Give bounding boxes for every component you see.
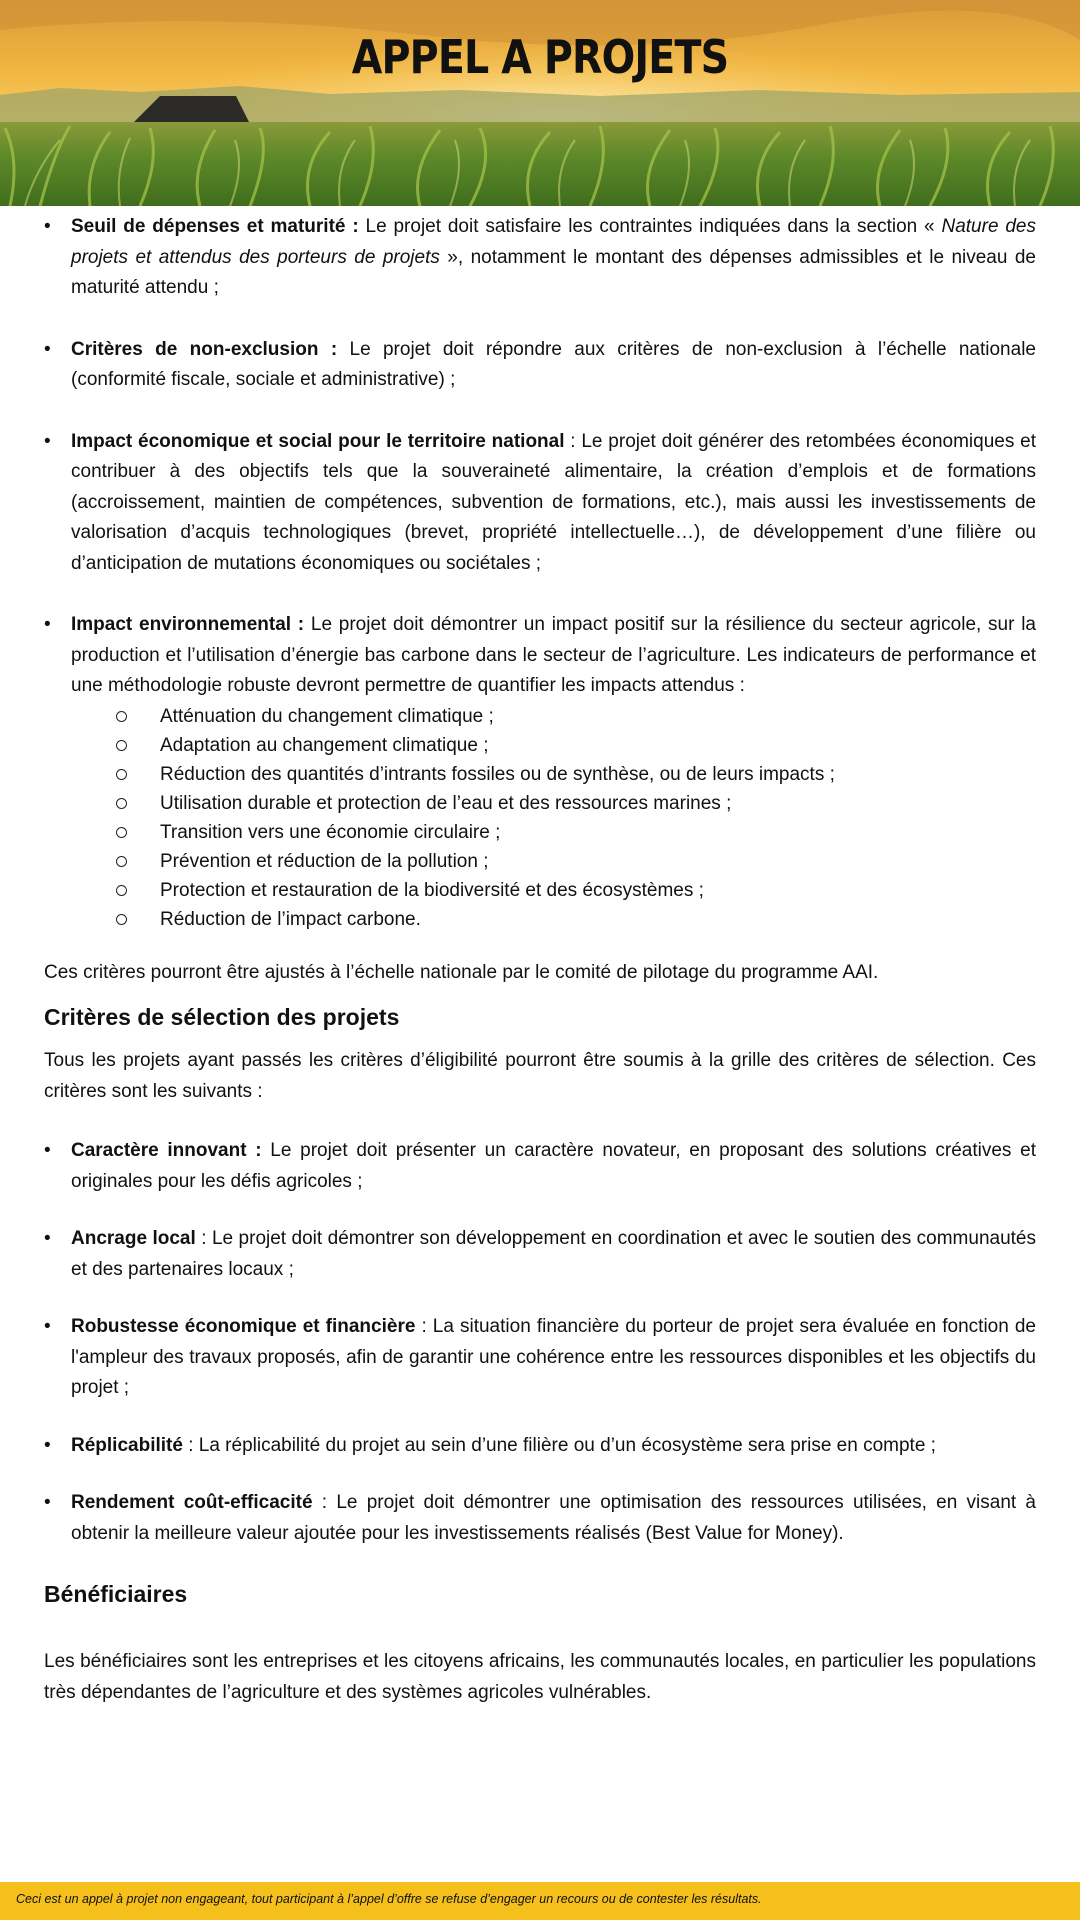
list-item — [44, 427, 1036, 580]
list-item — [44, 212, 1036, 304]
criterion-text: Le projet doit démontrer un impact positif sur la résilience du secteur agricole, sur la production et l’utilisation d’énergie bas carbone dans le secteur de l’agriculture. Les indicateurs de performance et une méthodologie robuste devront permettre de quantifier les impacts attendus : — [71, 614, 1036, 696]
sub-list-item: Prévention et réduction de la pollution ; — [71, 847, 1036, 876]
circle-bullet-icon — [116, 711, 127, 722]
sub-list-item: Protection et restauration de la biodiversité et des écosystèmes ; — [71, 876, 1036, 905]
page-title: APPEL A PROJETS — [351, 30, 729, 84]
section-heading-beneficiaries: Bénéficiaires — [44, 1581, 188, 1607]
criterion-text: : Le projet doit démontrer une optimisation des ressources utilisées, en visant à obtenir la meilleure valeur ajoutée pour les investissements réalisés (Best Value for Money). — [71, 1492, 1036, 1544]
list-item — [44, 335, 1036, 396]
adjustment-note: Ces critères pourront être ajustés à l’échelle nationale par le comité de pilotage du programme AAI. — [44, 961, 879, 983]
criterion-title: Ancrage local — [71, 1228, 196, 1249]
circle-bullet-icon — [116, 885, 127, 896]
circle-bullet-icon — [116, 740, 127, 751]
criterion-text: : La situation financière du porteur de projet sera évaluée en fonction de l'ampleur des travaux proposés, afin de garantir une cohérence entre les ressources disponibles et les objectifs du projet ; — [71, 1316, 1037, 1398]
criterion-reference: Nature des projets et attendus des porteurs de projets — [71, 216, 1036, 268]
criterion-text: », notamment le montant des dépenses admissibles et le niveau de maturité attendu ; — [71, 246, 1036, 298]
selection-intro: Tous les projets ayant passés les critères d’éligibilité pourront être soumis à la grille des critères de sélection. Ces critères sont les suivants : — [44, 1050, 1036, 1102]
document-body — [44, 212, 1036, 1708]
circle-bullet-icon — [116, 827, 127, 838]
criterion-text: Le projet doit présenter un caractère novateur, en proposant des solutions créatives et originales pour les défis agricoles ; — [71, 1140, 1036, 1192]
criterion-title: Caractère innovant : — [71, 1140, 262, 1161]
criterion-title: Robustesse économique et financière — [71, 1316, 416, 1337]
sub-list-item: Réduction des quantités d’intrants fossiles ou de synthèse, ou de leurs impacts ; — [71, 760, 1036, 789]
circle-bullet-icon — [116, 798, 127, 809]
sub-list-item: Utilisation durable et protection de l’eau et des ressources marines ; — [71, 789, 1036, 818]
section-heading-selection: Critères de sélection des projets — [44, 1004, 400, 1030]
list-item — [44, 1224, 1036, 1285]
list-item — [44, 1312, 1036, 1404]
list-item — [44, 1136, 1036, 1197]
disclaimer-footer — [0, 1882, 1080, 1920]
selection-criteria-list — [44, 1136, 1036, 1549]
sub-list-item: Transition vers une économie circulaire ; — [71, 818, 1036, 847]
criterion-title: Critères de non-exclusion : — [71, 338, 338, 360]
criterion-text: Le projet doit répondre aux critères de non-exclusion à l’échelle nationale (conformité fiscale, sociale et administrative) ; — [71, 338, 1036, 390]
beneficiaries-text: Les bénéficiaires sont les entreprises et les citoyens africains, les communautés locales, en particulier les populations très dépendantes de l’agriculture et des systèmes agricoles vulnérables. — [44, 1651, 1036, 1703]
criterion-title: Seuil de dépenses et maturité : — [71, 216, 359, 237]
list-item — [44, 1488, 1036, 1549]
criterion-text: Le projet doit satisfaire les contraintes indiquées dans la section « — [358, 216, 942, 237]
circle-bullet-icon — [116, 856, 127, 867]
sub-list-item: Réduction de l’impact carbone. — [71, 905, 1036, 934]
sub-list-item: Adaptation au changement climatique ; — [71, 731, 1036, 760]
criterion-title: Réplicabilité — [71, 1434, 183, 1456]
circle-bullet-icon — [116, 769, 127, 780]
environmental-impact-sublist — [71, 702, 1036, 934]
sub-list-item: Atténuation du changement climatique ; — [71, 702, 1036, 731]
circle-bullet-icon — [116, 914, 127, 925]
criterion-text: : Le projet doit générer des retombées économiques et contribuer à des objectifs tels que la souveraineté alimentaire, la création d’emplois et de formations (accroissement, maintien de compétences, subvention de formations, etc.), mais aussi les investissements de valorisation d’acquis technologiques (brevet, propriété intellectuelle…), de développement d’une filière ou d’anticipation de mutations économiques ou sociétales ; — [71, 430, 1036, 574]
eligibility-criteria-list — [44, 212, 1036, 934]
list-item — [44, 1431, 1036, 1462]
criterion-text: : La réplicabilité du projet au sein d’une filière ou d’un écosystème sera prise en compte ; — [182, 1434, 936, 1456]
disclaimer-text: Ceci est un appel à projet non engageant, tout participant à l’appel d’offre se refuse d’engager un recours ou de contester les résultats. — [16, 1892, 762, 1906]
criterion-title: Impact environnemental : — [71, 614, 305, 635]
criterion-title: Impact économique et social pour le territoire national — [71, 430, 565, 452]
criterion-title: Rendement coût-efficacité — [71, 1492, 313, 1513]
criterion-text: : Le projet doit démontrer son développement en coordination et avec le soutien des communautés et des partenaires locaux ; — [71, 1228, 1036, 1280]
list-item — [44, 610, 1036, 934]
header-banner — [0, 0, 1080, 206]
